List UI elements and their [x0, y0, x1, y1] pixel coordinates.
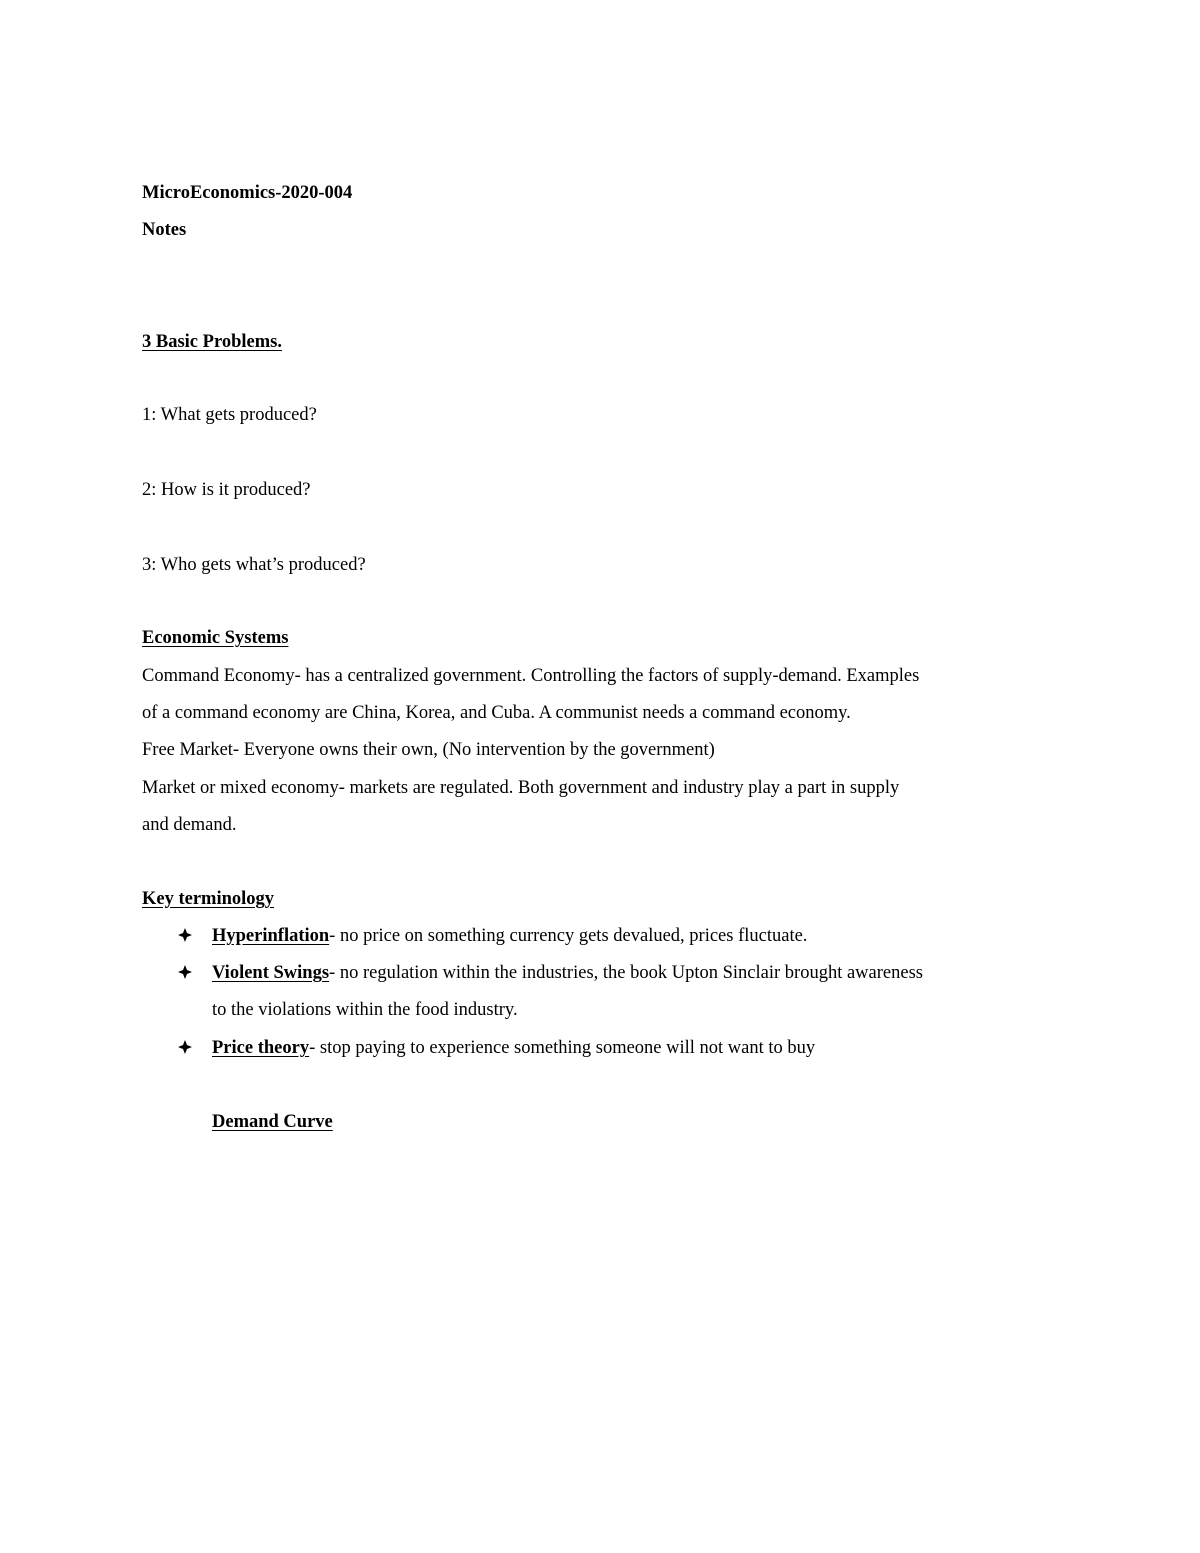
document-subtitle: Notes [142, 220, 187, 240]
key-term-definition: - no price on something currency gets devalued, prices fluctuate. [329, 926, 808, 946]
section-heading-economic-systems: Economic Systems [142, 628, 289, 648]
diamond-bullet-icon [178, 965, 192, 979]
key-term-item [212, 964, 923, 983]
key-term-name: Hyperinflation [212, 926, 330, 946]
key-term-continuation: to the violations within the food industry. [212, 1000, 518, 1020]
section-heading-basic-problems: 3 Basic Problems. [142, 332, 282, 352]
paragraph-line: Free Market- Everyone owns their own, (No intervention by the government) [142, 740, 715, 760]
section-heading-demand-curve: Demand Curve [212, 1112, 333, 1132]
key-term-item [212, 1039, 815, 1058]
diamond-bullet-icon [178, 928, 192, 942]
document-title: MicroEconomics-2020-004 [142, 183, 353, 203]
key-term-item [212, 927, 807, 946]
section-heading-key-terminology: Key terminology [142, 889, 275, 909]
basic-problem-item: 2: How is it produced? [142, 480, 311, 500]
basic-problem-item: 1: What gets produced? [142, 405, 317, 425]
paragraph-line: and demand. [142, 815, 237, 835]
key-term-name: Price theory [212, 1038, 310, 1058]
basic-problem-item: 3: Who gets what’s produced? [142, 555, 366, 575]
key-term-definition: - no regulation within the industries, the book Upton Sinclair brought awareness [329, 963, 923, 983]
key-term-definition: - stop paying to experience something someone will not want to buy [309, 1038, 816, 1058]
paragraph-line: Market or mixed economy- markets are regulated. Both government and industry play a part in supply [142, 778, 900, 798]
diamond-bullet-icon [178, 1040, 192, 1054]
key-term-name: Violent Swings [212, 963, 330, 983]
paragraph-line: of a command economy are China, Korea, and Cuba. A communist needs a command economy. [142, 703, 851, 723]
paragraph-line: Command Economy- has a centralized government. Controlling the factors of supply-demand. Examples [142, 666, 920, 686]
